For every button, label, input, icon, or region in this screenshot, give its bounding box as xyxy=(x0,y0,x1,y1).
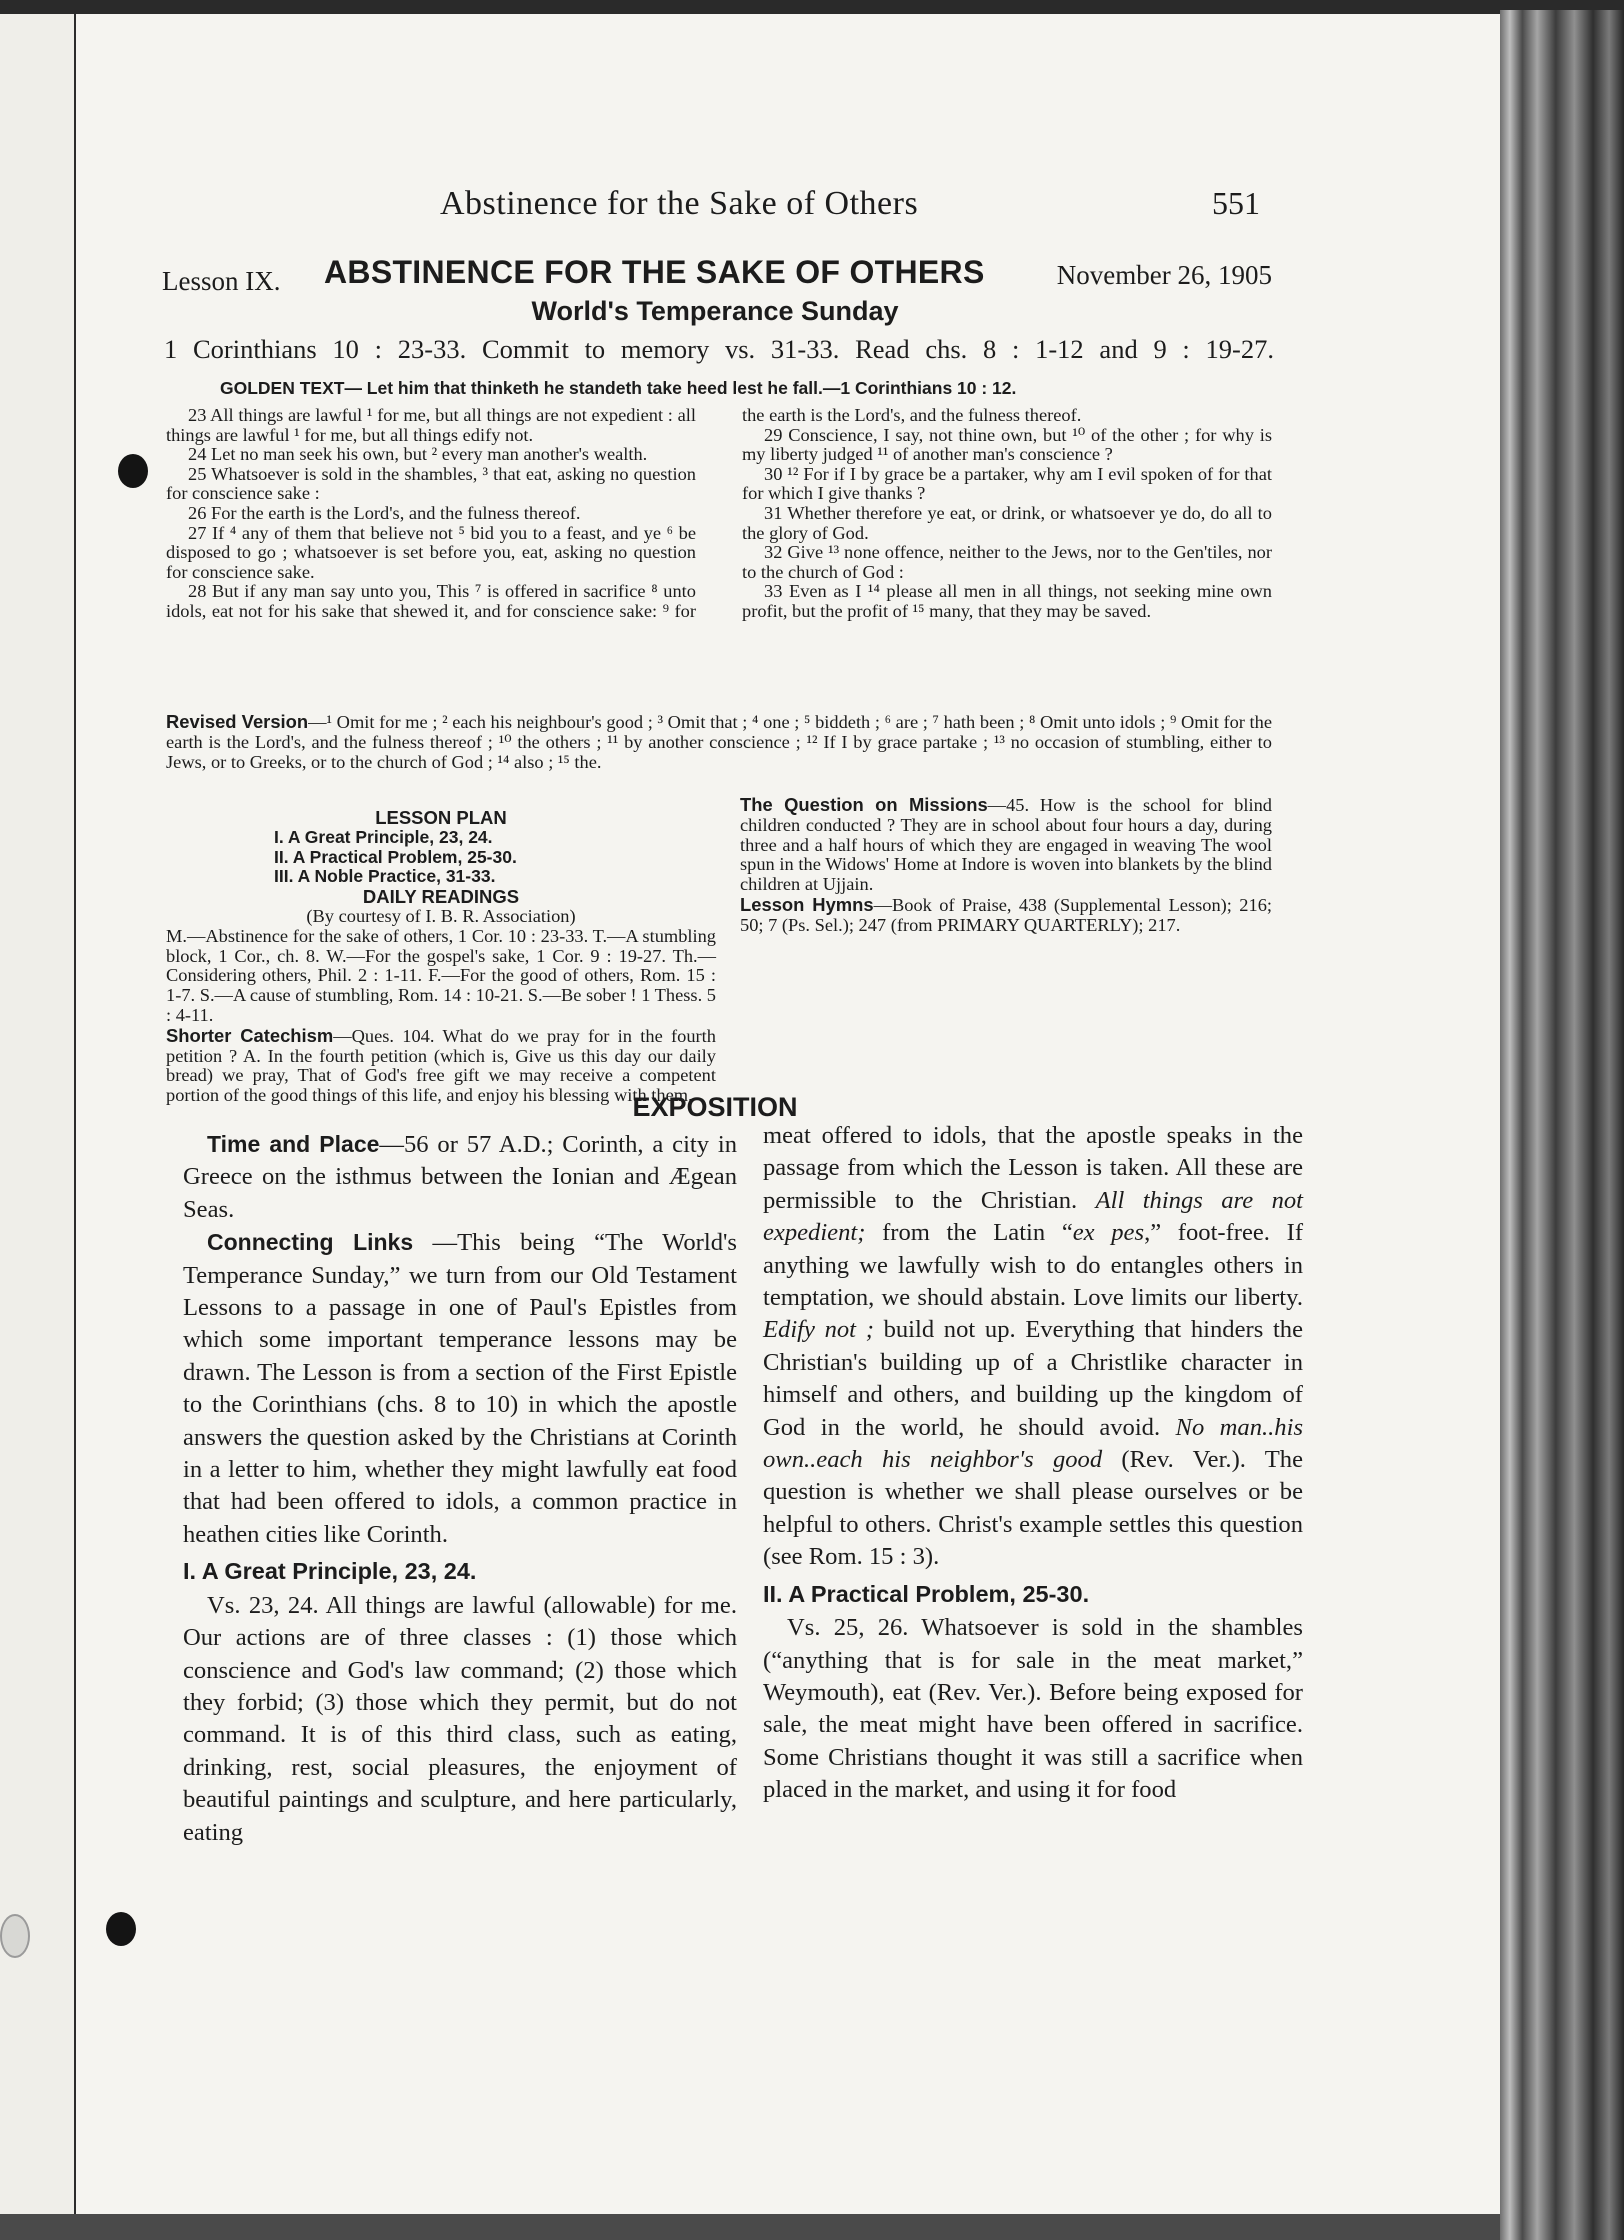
verse: 23 All things are lawful ¹ for me, but all things are not expedient : all things are lawful ¹ for me, but all things edify not. xyxy=(166,405,696,445)
verse: 27 If ⁴ any of them that believe not ⁵ bid you to a feast, and ye ⁶ be disposed to go ; whatsoever is set before you, eat, asking no question for conscience sake. xyxy=(166,522,696,582)
exposition-right-column xyxy=(763,1120,1303,1807)
section-heading: II. A Practical Problem, 25-30. xyxy=(763,1580,1090,1607)
revised-version-text: —¹ Omit for me ; ² each his neighbour's good ; ³ Omit that ; ⁴ one ; ⁵ biddeth ; ⁶ are ; ⁷ hath been ; ⁸ Omit unto idols ; ⁹ Omit for the earth is the Lord's, and the fulness thereof ; ¹⁰ the others ; ¹¹ by another conscience ; ¹² If I by grace partake ; ¹³ no occasion of stumbling, either to Jews, or to Greeks, or to the church of God ; ¹⁴ also ; ¹⁵ the. xyxy=(166,712,1272,772)
connecting-links-label: Connecting Links xyxy=(207,1229,414,1256)
verse: 30 ¹² For if I by grace be a partaker, why am I evil spoken of for that for which I give thanks ? xyxy=(742,463,1272,504)
verse: 29 Conscience, I say, not thine own, but ¹⁰ of the other ; for why is my liberty judged ¹¹ of another man's conscience ? xyxy=(742,424,1272,465)
exposition-heading: EXPOSITION xyxy=(632,1092,798,1122)
missions-column xyxy=(740,795,1272,936)
scripture-reference: 1 Corinthians 10 : 23-33. Commit to memory vs. 31-33. Read chs. 8 : 1-12 and 9 : 19-27. xyxy=(164,334,1274,364)
lesson-title: ABSTINENCE FOR THE SAKE OF OTHERS xyxy=(324,254,985,290)
lesson-plan-item: II. A Practical Problem, 25-30. xyxy=(274,846,517,867)
daily-readings-text: M.—Abstinence for the sake of others, 1 Cor. 10 : 23-33. T.—A stumbling block, 1 Cor., ch. 8. W.—For the gospel's sake, 1 Cor. 9 : 19-27. Th.—Considering others, Phil. 2 : 1-11. F.—For the good of others, Rom. 15 : 1-7. S.—A cause of stumbling, Rom. 14 : 10-21. S.—Be sober ! 1 Thess. 5 : 4-11. xyxy=(166,925,716,1025)
lesson-hymns-text: —Book of Praise, 438 (Supplemental Lesson); 216; 50; 7 (Ps. Sel.); 247 (from PRIMARY QUARTERLY); 217. xyxy=(740,894,1272,935)
lesson-plan-item: I. A Great Principle, 23, 24. xyxy=(274,826,493,847)
lesson-date: November 26, 1905 xyxy=(1056,260,1272,290)
lesson-plan-heading: LESSON PLAN xyxy=(375,807,507,828)
section-text: Vs. 25, 26. Whatsoever is sold in the shambles (“anything that is for sale in the meat market,” Weymouth), eat (Rev. Ver.). Before being exposed for sale, the meat might have been offered in sacrifice. Some Christians thought it was still a sacrifice when placed in the market, and using it for food xyxy=(763,1614,1303,1804)
running-head: Abstinence for the Sake of Others xyxy=(440,185,919,222)
golden-text: GOLDEN TEXT— Let him that thinketh he standeth take heed lest he fall.—1 Corinthians 10 : 12. xyxy=(220,378,1017,398)
revised-version-notes xyxy=(166,712,1272,772)
lesson-heading xyxy=(162,252,1272,296)
book-edge xyxy=(1500,10,1624,2240)
lesson-verses xyxy=(166,406,1272,711)
punch-hole xyxy=(106,1912,136,1946)
shorter-catechism-label: Shorter Catechism xyxy=(166,1024,334,1046)
verse: 25 Whatsoever is sold in the shambles, ³ that eat, asking no question for conscience sake : xyxy=(166,463,696,504)
verse: 26 For the earth is the Lord's, and the fulness thereof. xyxy=(188,502,581,523)
lesson-plan-item: III. A Noble Practice, 31-33. xyxy=(274,866,496,887)
exposition-left-column xyxy=(183,1128,737,1878)
verse: 32 Give ¹³ none offence, neither to the Jews, nor to the Gen'tiles, nor to the church of God : xyxy=(742,542,1272,582)
page-number: 551 xyxy=(1212,185,1260,221)
punch-hole xyxy=(118,454,148,488)
punch-hole xyxy=(0,1914,30,1958)
section-text-continued: meat offered to idols, that the apostle speaks in the passage from which the Lesson is taken. All these are permissible to the Christian. All things are not expedient; from the Latin “ex pes,” foot-free. If anything we lawfully wish to do entangles others in temptation, we should abstain. Love limits our liberty. Edify not ; build not up. Everything that hinders the Christian's building up of a Christlike character in himself and others, and building up the kingdom of God in the world, he should avoid. No man..his own..each his neighbor's good (Rev. Ver.). The question is whether we shall please ourselves or be helpful to others. Christ's example settles this question (see Rom. 15 : 3). xyxy=(763,1122,1304,1571)
connecting-links-text: —This being “The World's Temperance Sunday,” we turn from our Old Testament Lessons to a passage in one of Paul's Epistles from which some important temperance lessons may be drawn. The Lesson is from a section of the First Epistle to the Corinthians (chs. 8 to 10) in which the apostle answers the question asked by the Christians at Corinth in a letter to him, whether they might lawfully eat food that had been offered to idols, a common practice in heathen cities like Corinth. xyxy=(183,1229,737,1548)
question-on-missions-label: The Question on Missions xyxy=(740,794,988,815)
verse: 24 Let no man seek his own, but ² every man another's wealth. xyxy=(188,444,648,465)
lesson-number: Lesson IX. xyxy=(162,266,281,296)
section-heading: I. A Great Principle, 23, 24. xyxy=(183,1558,477,1585)
shorter-catechism-text: —Ques. 104. What do we pray for in the fourth petition ? A. In the fourth petition (which is, Give us this day our daily bread) we pray, That of God's free gift we may receive a competent portion of the good things of this life, and enjoy his blessing with them. xyxy=(166,1025,716,1106)
verse: 28 But if any man say unto you, This ⁷ is offered in sacrifice ⁸ unto idols, eat not for his sake that shewed it, and for conscience sake: ⁹ for the earth is the Lord's, and the fulness thereof. xyxy=(166,405,1082,621)
verse: 33 Even as I ¹⁴ please all men in all things, not seeking mine own profit, but the profit of ¹⁵ many, that they may be saved. xyxy=(742,581,1272,621)
question-on-missions-text: —45. How is the school for blind children conducted ? They are in school about four hours a day, during three and a half hours of which they are engaged in weaving The wool spun in the Widows' Home at Indore is woven into blankets by the blind children at Ujjain. xyxy=(740,795,1272,895)
scan-bottom-shadow xyxy=(0,2214,1500,2240)
lesson-subtitle: World's Temperance Sunday xyxy=(531,296,899,326)
time-place-text: —56 or 57 A.D.; Corinth, a city in Greece on the isthmus between the Ionian and Ægean Seas. xyxy=(183,1131,737,1223)
section-text: Vs. 23, 24. All things are lawful (allowable) for me. Our actions are of three classes : (1) those which conscience and God's law command; (2) those which they forbid; (3) those which they permit, but do not command. It is of this third class, such as eating, drinking, rest, social pleasures, the enjoyment of beautiful paintings and sculpture, and here particularly, eating xyxy=(183,1591,737,1846)
lesson-hymns-label: Lesson Hymns xyxy=(740,893,874,915)
time-place-label: Time and Place xyxy=(207,1131,380,1157)
lesson-plan-column xyxy=(166,808,716,1106)
daily-readings-heading: DAILY READINGS xyxy=(362,886,520,908)
verse: 31 Whether therefore ye eat, or drink, or whatsoever ye do, do all to the glory of God. xyxy=(742,502,1272,543)
daily-readings-courtesy: (By courtesy of I. B. R. Association) xyxy=(306,905,576,926)
revised-version-label: Revised Version xyxy=(166,711,309,732)
